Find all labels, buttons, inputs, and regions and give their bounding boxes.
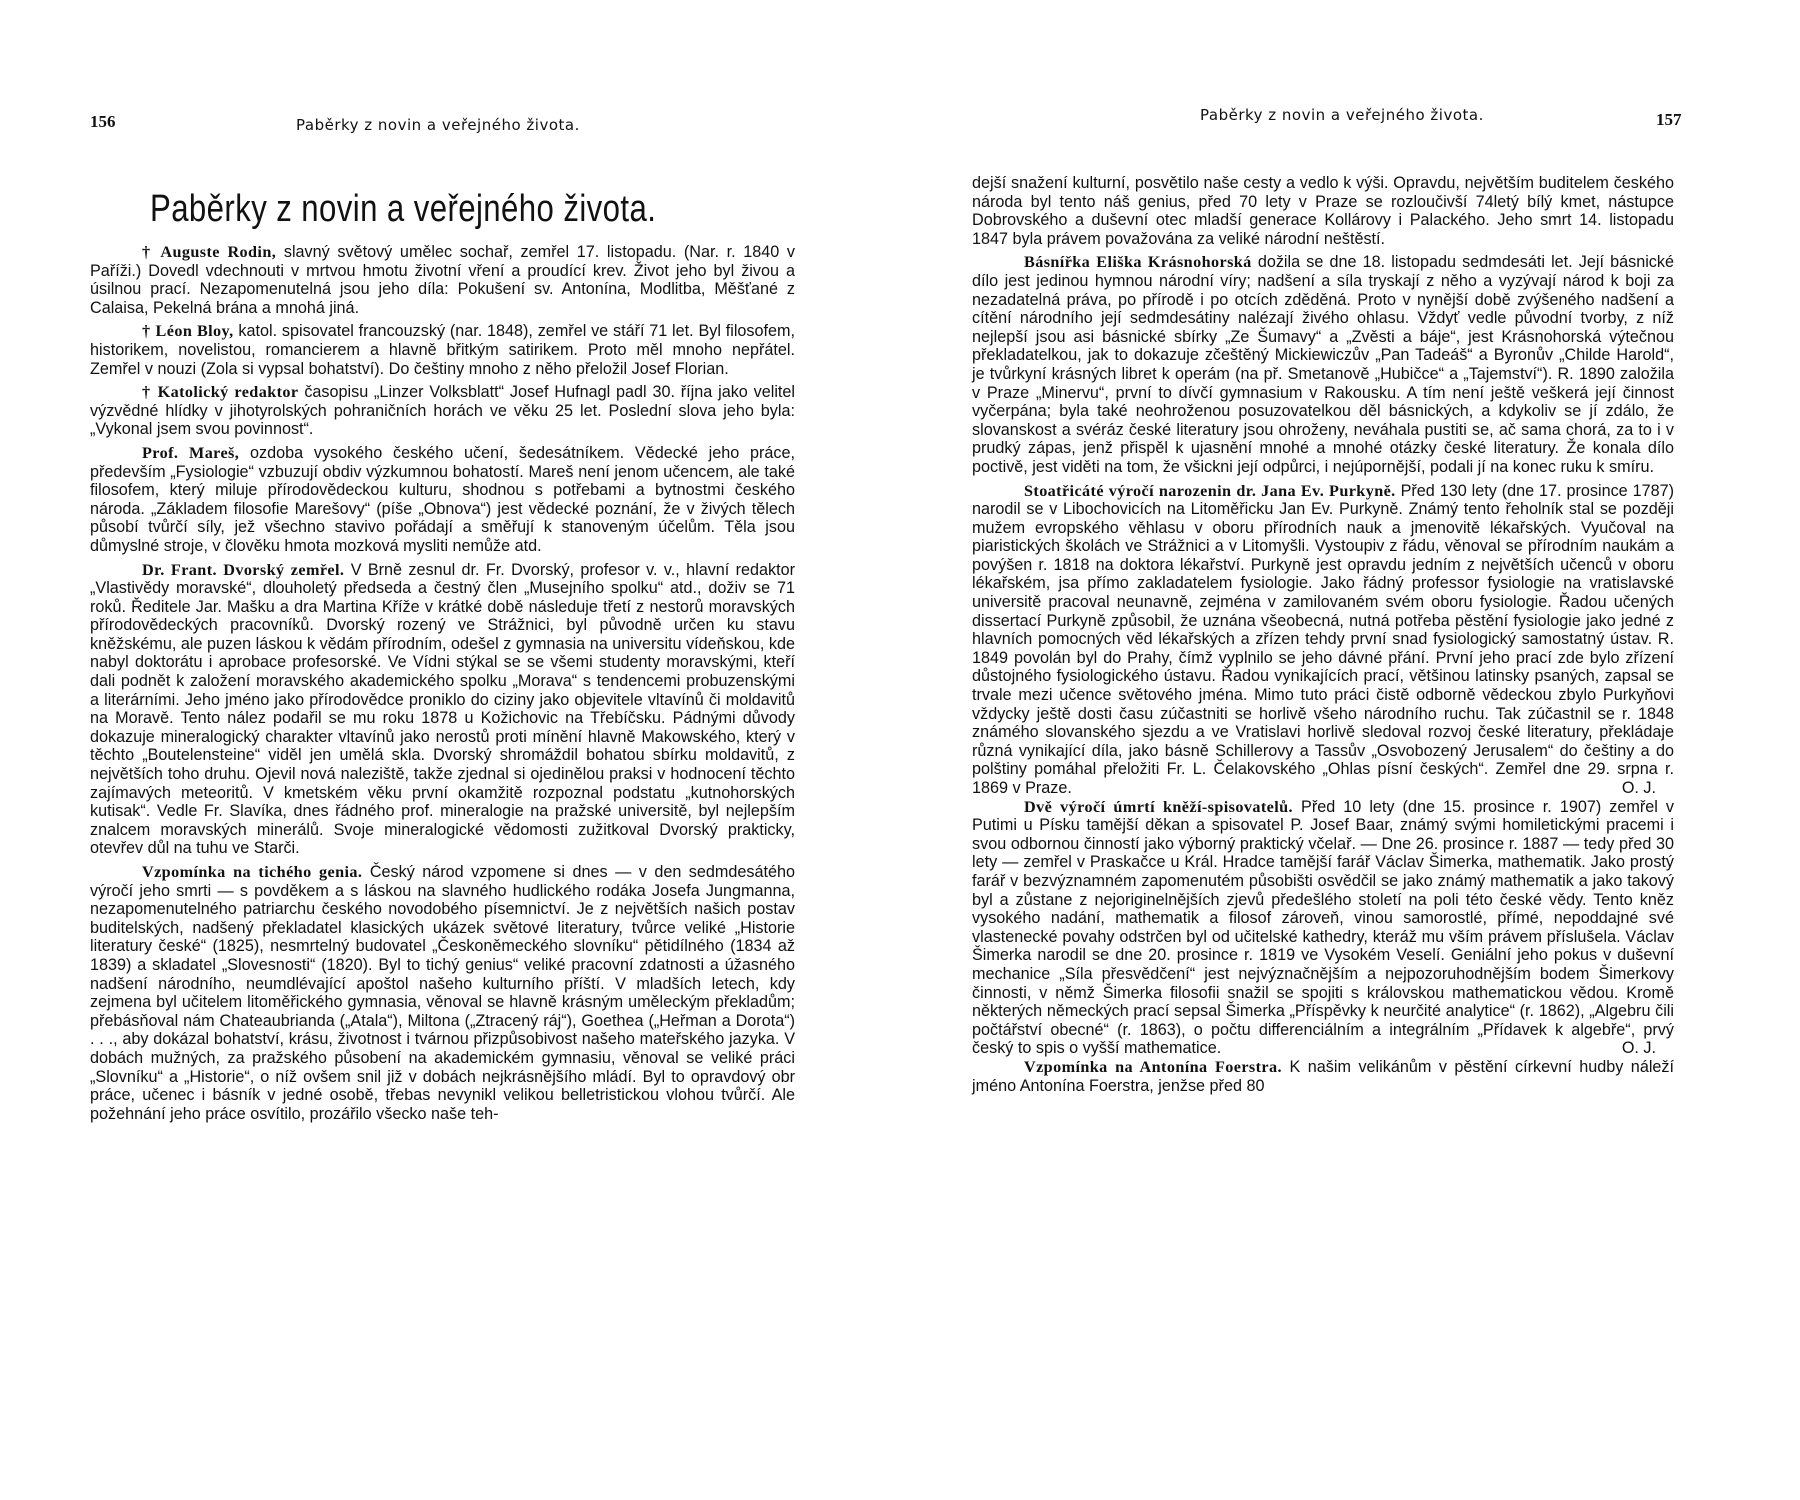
article-heading: Dr. Frant. Dvorský zemřel. xyxy=(142,560,345,579)
page-number-left: 156 xyxy=(90,112,116,131)
article-heading: † Katolický redaktor xyxy=(142,383,299,402)
article-heading: † Auguste Rodin, xyxy=(142,243,277,261)
article-kneze-spisovatele xyxy=(972,798,1674,1058)
article-continuation: dejší snažení kulturní, posvětilo naše cesty a vedlo k výši. Opravdu, největším buditelem českého národa byl tento náš genius, před 70 lety v Praze se rozloučivší 74letý bílý kmet, nástupce Dobrovského a duševní otec mladší generace Kollárovy i Palackého. Jeho smrt 14. listopadu 1847 byla právem považována za veliké národní neštěstí. xyxy=(972,174,1674,248)
article-heading: Básnířka Eliška Krásnohorská xyxy=(1024,253,1252,272)
article-heading: Stoatřicáté výročí narozenin dr. Jana Ev. Purkyně. xyxy=(1024,481,1396,500)
article-rodin xyxy=(90,243,795,317)
article-mares xyxy=(90,444,795,556)
article-heading: Prof. Mareš, xyxy=(142,443,240,462)
article-text: V Brně zesnul dr. Fr. Dvorský, profesor v. v., hlavní redaktor „Vlastivědy moravské“, dlouholetý předseda a čestný člen „Musejního spolku“ atd., doživ se 71 roků. Ředitele Jar. Mašku a dra Martina Kříže v krátké době následuje třetí z nestorů moravských přírodovědeckých pracovníků. Dvorský rozený ve Strážnici, byl původně určen ku stavu kněžskému, ale puzen láskou k vědám přírodním, odešel z gymnasia na universitu vídeňskou, kde nabyl doktorátu i aprobace profesorské. Ve Vídni stýkal se se všemi studenty moravskými, kteří dali podnět k založení moravského akademického spolku „Morava“ s tendencemi probuzenskými a literárními. Jeho jméno jako přírodovědce proniklo do ciziny jako objevitele vltavínů či moldavitů na Moravě. Tento nález podařil se mu roku 1878 u Kožichovic na Třebíčsku. Pádnými důvody dokazuje mineralogický charakter vltavínů jako nerostů proti mínění hlavně Makowského, který v těchto „Boutelensteine“ viděl jen umělá skla. Dvorský shromáždil bohatou sbírku moldavitů, z největších toho druhu. Ojevil nová naleziště, takže zjednal si ojedinělou praksi v hodnocení těchto zajímavých meteoritů. V kmetském věku první okamžitě rozpoznal podstatu „kutnohorských kutisak“. Vedle Fr. Slavíka, dnes řádného prof. mineralogie na pražské universitě, byl nejlepším znalcem moravských minerálů. Svoje mineralogické vědomosti zužitkoval Dvorský prakticky, otevřev důl na tuhu ve Starči. xyxy=(90,560,796,858)
article-text: Před 10 lety (dne 15. prosince r. 1907) zemřel v Putimi u Písku tamější děkan a spisovatel P. Josef Baar, známý svými homiletickými pracemi i svou odbornou činností jako výborný praktický včelař. — Dne 26. prosince r. 1887 — tedy před 30 lety — zemřel v Praskačce u Král. Hradce tamější farář Václav Šimerka, mathematik. Jako prostý farář v bezvýznamném zapomenutém působišti osvědčil se jako známý mathematik a jako takový byl a zůstane z nejoriginelnějších zjevů předešlého století na poli této české vědy. Tento kněz vysokého nadání, mathematik a filosof zároveň, vinou samorostlé, přímé, nepoddajné své vlastenecké povahy odstrčen byl od učitelské kathedry, kteráž mu vším právem příslušela. Václav Šimerka narodil se dne 20. prosince r. 1819 ve Vysokém Veselí. Geniální jeho pokus v duševní mechanice „Síla přesvědčení“ jest nejvýznačnějším a nejpozoruhodnějším bodem Šimerkovy činnosti, v němž Šimerka filosofii snažil se spojiti s královskou mathematickou vědou. Kromě některých německých prací sepsal Šimerka „Příspěvky k neurčité analytice“ (r. 1862), „Algebru čili počtářství obecné“ (r. 1863), o počtu differenciálním a integrálním „Přídavek k algebře“, prvý český to spis o vyšší mathematice. xyxy=(972,797,1675,1058)
page-number-right: 157 xyxy=(1656,110,1682,129)
article-hufnagl xyxy=(90,383,795,439)
article-heading: Vzpomínka na tichého genia. xyxy=(142,863,363,881)
left-column xyxy=(90,243,795,1123)
article-text: ozdoba vysokého českého učení, šedesátníkem. Vědecké jeho práce, především „Fysiologie“ vzbuzují obdiv výzkumnou bohatostí. Mareš není jenom učencem, ale také filosofem, který miluje přírodovědeckou kulturu, shodnou s potřebami a bytnostmi českého národa. „Základem filosofie Marešovy“ (píše „Obnova“) jest vědecké poznání, že v živých tělech působí tvůrčí síly, jež všechno stavivo pořádají a směřují k stanoveným účelům. Těla jsou důmyslné stroje, v člověku hmota mozková mysliti nemůže atd. xyxy=(90,443,795,555)
article-text: dožila se dne 18. listopadu sedmdesáti let. Její básnické dílo jest jedinou hymnou národní víry; nadšení a síla tryskají z něho a vyzývají národ k boji za nezadatelná práva, po přírodě i po otcích zděděná. Proto v nynější době zvýšeného nadšení a cítění národního její sedmdesátiny nalézají živého ohlasu. Vždyť vedle původní tvorby, z níž nejlepší jsou asi básnické sbírky „Ze Šumavy“ a „Zvěsti a báje“, jest Krásnohorská výtečnou překladatelkou, jak to dokazuje zčeštěný Mickiewiczův „Pan Tadeáš“ a Byronův „Childe Harold“, je tvůrkyní krásných libret k operám (na př. Smetanově „Hubičce“ a „Tajemství“). R. 1890 založila v Praze „Minervu“, první to dívčí gymnasium v Rakousku. A tím není ještě veškerá její činnost vyčerpána; byla také neohroženou posuzovatelkou děl básnických, a kdykoliv se jí zdálo, že slovanskost a svéráz české literatury jsou ohroženy, neváhala pustiti se, ač sama chorá, za to i v prudký zápas, jenž přispěl k ujasnění mnohé a mnohé otázky české literatury. Že konala dílo poctivě, jest viděti na tom, že všickni její odpůrci, i nejúpornější, podali jí na konec ruku k smíru. xyxy=(972,253,1674,476)
article-heading: † Léon Bloy, xyxy=(142,322,234,341)
signature-text: O. J. xyxy=(1621,779,1656,797)
page-title: Paběrky z novin a veřejného života. xyxy=(150,188,657,230)
article-foerster xyxy=(972,1058,1674,1095)
article-text: katol. spisovatel francouzský (nar. 1848), zemřel ve stáří 71 let. Byl filosofem, historikem, novelistou, romancierem a hlavně břitkým satirikem. Proto měl mnoho nepřátel. Zemřel v nouzi (Zola si vypsal bohatství). Do češtiny mnoho z něho přeložil Josef Florian. xyxy=(90,322,796,378)
article-text: Před 130 lety (dne 17. prosince 1787) narodil se v Libochovicích na Litoměřicku Jan Ev. Purkyně. Známý tento řeholník stal se později mužem evropského věhlasu v oboru přírodních nauk a jmenovitě lékařských. Vyučoval na piaristických školách ve Strážnici a v Litomyšli. Vystoupiv z řádu, věnoval se přírodním naukám a povýšen r. 1818 na doktora lékařství. Purkyně jest opravdu jedním z největších učenců v oboru lékařském, jsa přímo zakladatelem fysiologie. Jako řádný professor fysiologie na vratislavské universitě pracoval neunavně, zejména v zamilovaném svém oboru fysiologie. Řadou učených dissertací Purkyně způsobil, že uznána všeobecná, nutná potřeba pěstění fysiologie jako jedné z hlavních pomocných věd lékařských a zřízen tehdy první snad fysiologický samostatný ústav. R. 1849 povolán byl do Prahy, čímž vyplnilo se jeho dávné přání. První jeho prací zde bylo zřízení důstojného fysiologického ústavu. Řadou vynikajících prací, většinou latinsky psaných, zapsal se trvale mezi učence světového jména. Mimo tuto práci čistě odborně vědeckou zbylo Purkyňovi vždycky ještě dosti času zúčastniti se horlivě všeho národního ruchu. Tak zúčastnil se r. 1848 známého slovanského sjezdu a ve Vratislavi horlivě sledoval rozvoj české literatury, překládaje různá vynikající díla, jako básně Schillerovy a Tassův „Osvobozený Jerusalem“ do češtiny a do polštiny pomáhal přeložiti Fr. L. Čelakovského „Ohlas písní českých“. Zemřel dne 29. srpna r. 1869 v Praze. xyxy=(972,481,1674,797)
article-jungmann xyxy=(90,863,795,1123)
article-text: Český národ vzpomene si dnes — v den sedmdesátého výročí jeho smrti — s povděkem a s láskou na slavného hudlického rodáka Josefa Jungmanna, nezapomenutelného patriarchu českého novodobého písemnictví. Je z největších našich postav buditelských, nadšený překladatel klasických ukázek světové literatury, tvůrce veliké „Historie literatury české“ (1825), nesmrtelný budovatel „Českoněmeckého slovníku“ pětidílného (1834 až 1839) a skladatel „Slovesnosti“ (1820). Byl to tichý genius“ veliké pracovní zdatnosti a úžasného nadšení národního, neumdlévající apoštol našeho kulturního příští. V mladších letech, kdy zejmena byl učitelem litoměřického gymnasia, věnoval se hlavně krásným uměleckým překladům; přebásňoval nám Chateaubrianda („Atala“), Miltona („Ztracený ráj“), Goethea („Heřman a Dorota“) . . ., aby dokázal bohatství, krásu, životnost i tvárnou přizpůsobivost našeho mateřského jazyka. V dobách mužných, za pražského působení na akademickém gymnasiu, věnoval se veliké práci „Slovníku“ a „Historie“, o níž ovšem snil již v dobách nejkrásnějšího mládí. Byl to opravdový obr práce, učenec i básník v jedné osobě, třebas nevynikl velikou belletristickou vlohou tvůrčí. Ale požehnání jeho práce osvítilo, prozářilo všecko naše teh- xyxy=(90,863,795,1123)
running-head-left: Paběrky z novin a veřejného života. xyxy=(296,116,580,134)
article-purkyne xyxy=(972,482,1674,798)
article-krasnohorska xyxy=(972,253,1674,476)
article-heading: Dvě výročí úmrtí kněží-spisovatelů. xyxy=(1024,797,1293,816)
article-dvorsky xyxy=(90,561,795,859)
running-head-right: Paběrky z novin a veřejného života. xyxy=(1200,106,1484,124)
article-text: časopisu „Linzer Volksblatt“ Josef Hufnagl padl 30. října jako velitel výzvědné hlídky v jihotyrolských pohraničních horách ve věku 25 let. Poslední slova jeho byla: „Vykonal jsem svou povinnost“. xyxy=(90,383,796,439)
article-text: K našim velikánům v pěstění církevní hudby náleží jméno Antonína Foerstra, jenžse před 80 xyxy=(972,1057,1675,1095)
right-page xyxy=(900,0,1800,1500)
signature-text: O. J. xyxy=(1621,1039,1656,1058)
article-bloy xyxy=(90,322,795,378)
article-heading: Vzpomínka na Antonína Foerstra. xyxy=(1024,1057,1282,1076)
right-column xyxy=(972,174,1674,1095)
article-text: slavný světový umělec sochař, zemřel 17. listopadu. (Nar. r. 1840 v Paříži.) Dovedl vdechnouti v mrtvou hmotu životní vření a proudící krev. Život jeho byl živou a úsilnou prací. Nezapomenutelná jsou jeho díla: Pokušení sv. Antonína, Modlitba, Měšťané z Calaisa, Pekelná brána a mnohá jiná. xyxy=(90,243,796,317)
